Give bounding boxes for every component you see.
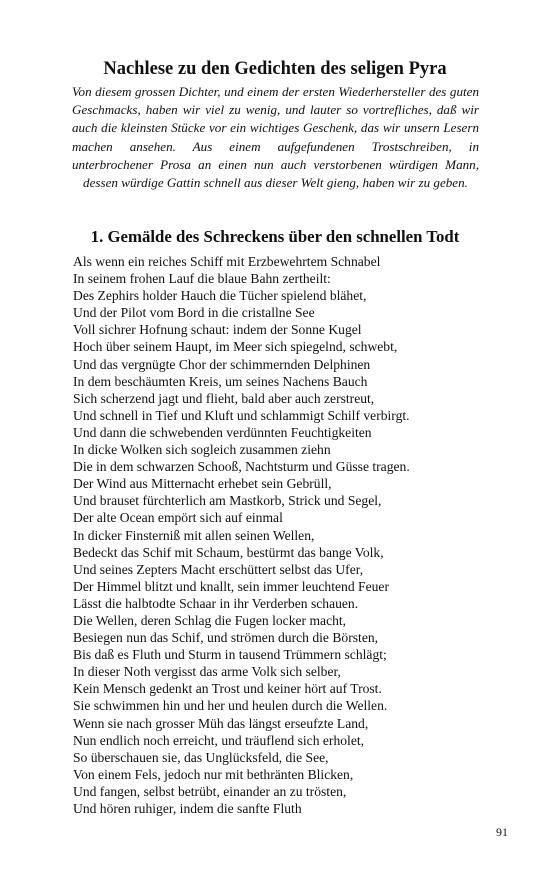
poem-line: In dicker Finsterniß mit allen seinen Wellen,	[73, 527, 315, 543]
poem-title: 1. Gemälde des Schreckens über den schnellen Todt	[90, 227, 460, 246]
poem-line: In dem beschäumten Kreis, um seines Nachens Bauch	[73, 373, 368, 389]
poem-line: Sie schwimmen hin und her und heulen durch die Wellen.	[73, 698, 388, 714]
poem-line: Wenn sie nach grosser Müh das längst erseufzte Land,	[73, 715, 369, 731]
poem-line: Hoch über seinem Haupt, im Meer sich spiegelnd, schwebt,	[73, 339, 398, 355]
poem-line: Und das vergnügte Chor der schimmernden Delphinen	[73, 356, 371, 372]
poem-line: Sich scherzend jagt und flieht, bald aber auch zerstreut,	[73, 390, 375, 406]
poem-line: Der alte Ocean empört sich auf einmal	[73, 510, 283, 526]
poem-line: Der Wind aus Mitternacht erhebet sein Gebrüll,	[73, 476, 332, 492]
poem-line: Als wenn ein reiches Schiff mit Erzbewehrtem Schnabel	[73, 254, 381, 269]
page-title: Nachlese zu den Gedichten des seligen Pyra	[103, 59, 447, 79]
poem-line: In seinem frohen Lauf die blaue Bahn zertheilt:	[73, 271, 331, 287]
poem-line: Und seines Zepters Macht erschüttert selbst das Ufer,	[73, 561, 364, 577]
poem-line: Voll sichrer Hofnung schaut: indem der Sonne Kugel	[73, 322, 362, 338]
poem-line: In dieser Noth vergisst das arme Volk sich selber,	[73, 664, 341, 680]
poem-line: Die Wellen, deren Schlag die Fugen locker macht,	[73, 612, 347, 628]
poem-line: Lässt die halbtodte Schaar in ihr Verderben schauen.	[73, 595, 359, 611]
poem-line: Und dann die schwebenden verdünnten Feuchtigkeiten	[73, 424, 372, 440]
poem-line: Der Himmel blitzt und knallt, sein immer leuchtend Feuer	[73, 578, 389, 594]
poem-line: Und schnell in Tief und Kluft und schlammigt Schilf verbirgt.	[73, 407, 410, 423]
intro-paragraph: Von diesem grossen Dichter, und einem der ersten Wiederhersteller des guten Geschmacks, haben wir viel zu wenig, und lauter so vortrefliches, daß wir auch die kleinsten Stücke vor ein wichtiges Geschenk, das wir unsern Lesern machen ansehen. Aus einem aufgefundenen Trostschreiben, in unterbrochener Prosa an einen nun auch verstorbenen würdigen Mann, dessen würdige Gattin schnell aus dieser Welt gieng, haben wir zu geben.	[72, 84, 479, 191]
poem-line: Bis daß es Fluth und Sturm in tausend Trümmern schlägt;	[73, 647, 387, 663]
poem-line: Des Zephirs holder Hauch die Tücher spielend blähet,	[73, 288, 367, 304]
poem-line: Bedeckt das Schif mit Schaum, bestürmt das bange Volk,	[73, 544, 384, 560]
poem-line: Besiegen nun das Schif, und strömen durch die Börsten,	[73, 630, 379, 646]
poem-line: Nun endlich noch erreicht, und träuflend sich erholet,	[73, 732, 365, 748]
poem-line: So überschauen sie, das Unglücksfeld, die See,	[73, 749, 329, 765]
poem-lines	[73, 253, 483, 817]
poem-line: Von einem Fels, jedoch nur mit bethränten Blicken,	[73, 766, 354, 782]
poem-line: In dicke Wolken sich sogleich zusammen ziehn	[73, 442, 331, 458]
poem-line: Und hören ruhiger, indem die sanfte Fluth	[73, 801, 302, 816]
poem-line: Und brauset fürchterlich am Mastkorb, Strick und Segel,	[73, 493, 382, 509]
page-number: 91	[496, 825, 508, 839]
poem-line: Die in dem schwarzen Schooß, Nachtsturm und Güsse tragen.	[73, 459, 410, 475]
poem-line: Kein Mensch gedenkt an Trost und keiner hört auf Trost.	[73, 681, 382, 697]
poem-line: Und fangen, selbst betrübt, einander an zu trösten,	[73, 783, 347, 799]
poem-line: Und der Pilot vom Bord in die cristallne See	[73, 305, 315, 321]
